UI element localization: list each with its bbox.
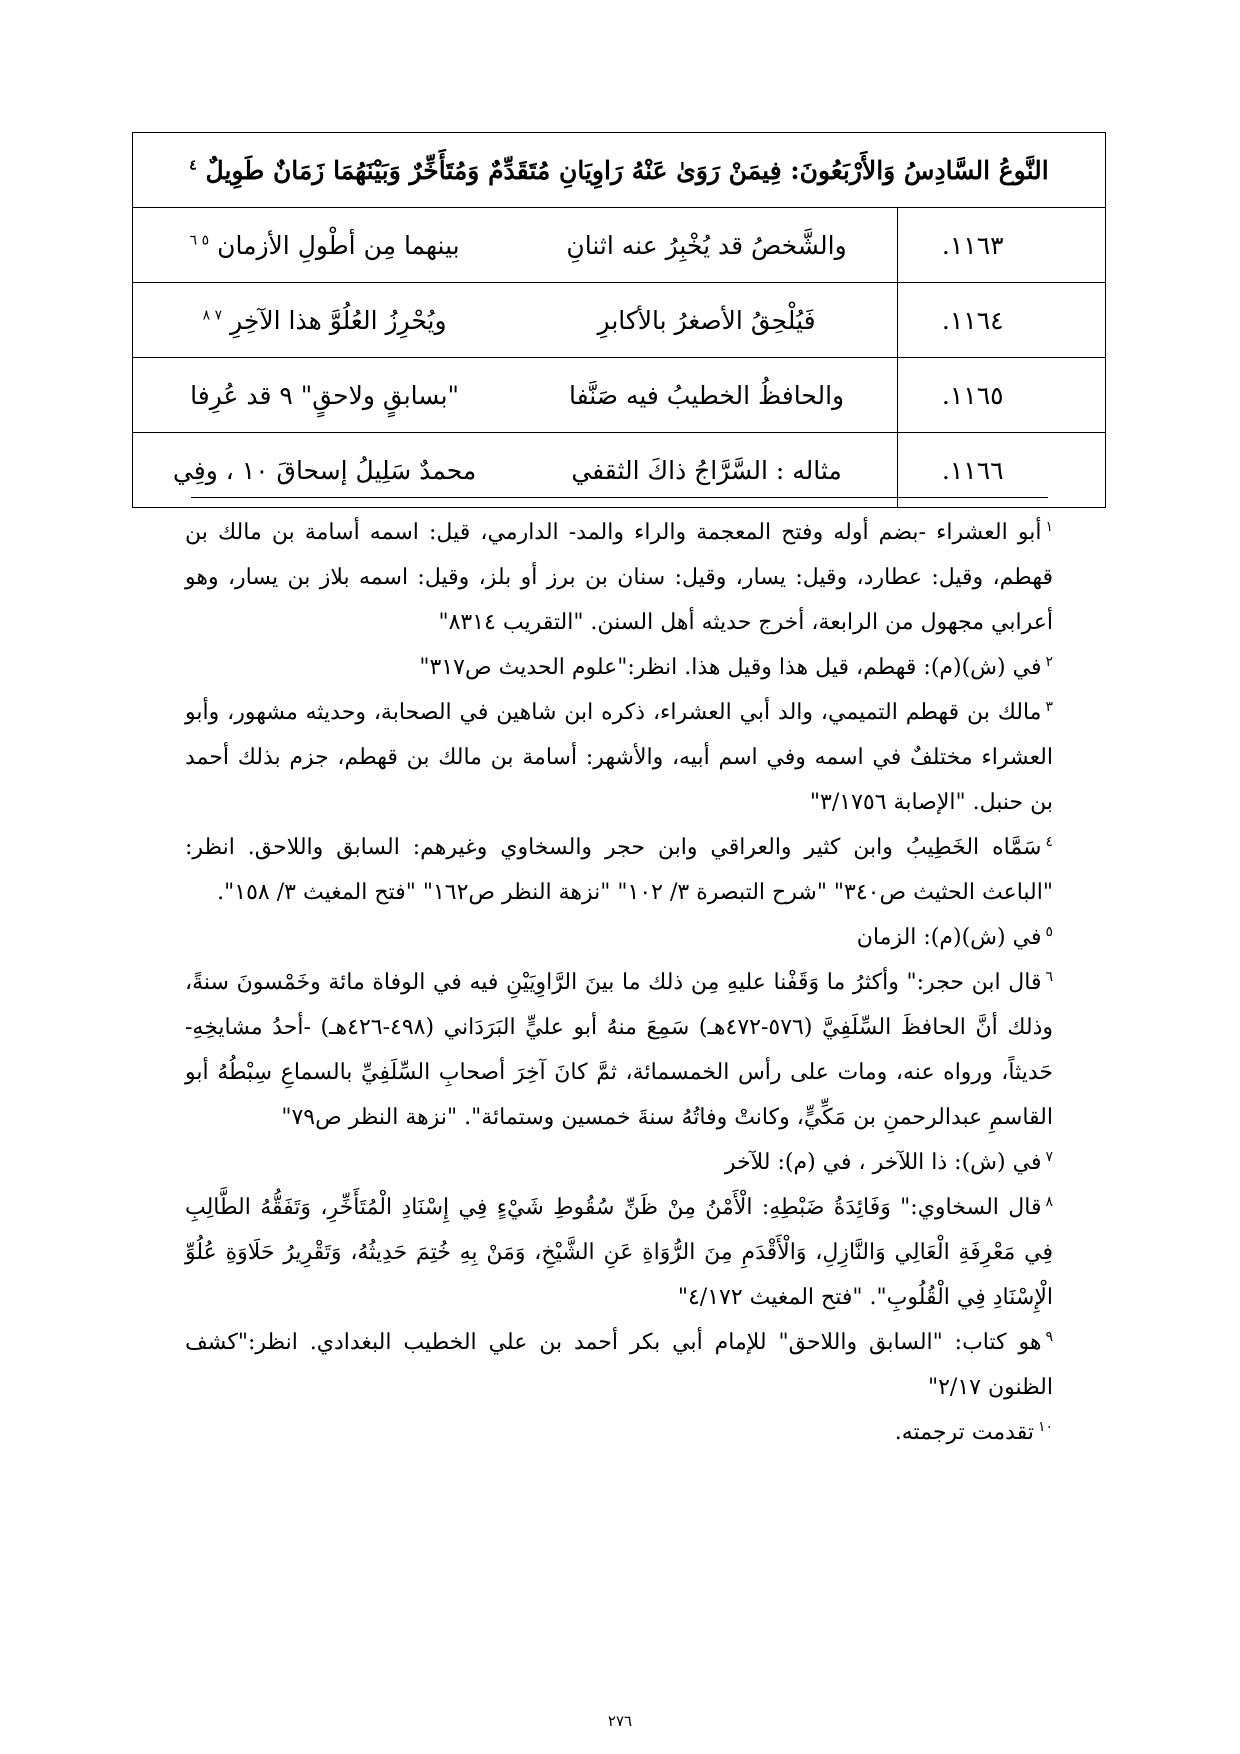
footnote-number: ٥ bbox=[1045, 923, 1053, 940]
footnote-number: ١٠ bbox=[1037, 1418, 1053, 1435]
verse-row bbox=[133, 358, 1106, 433]
footnote-text: في (ش)(م): الزمان bbox=[856, 925, 1042, 950]
footnote bbox=[185, 825, 1053, 915]
footnote bbox=[185, 1140, 1053, 1185]
verse-number: ١١٦٤. bbox=[897, 283, 1105, 358]
footnote-text: هو كتاب: "السابق واللاحق" للإمام أبي بكر أحمد بن علي الخطيب البغدادي. انظر:"كشف الظنون ٢/١٧" bbox=[185, 1330, 1053, 1400]
footnote-text: تقدمت ترجمته. bbox=[894, 1420, 1034, 1445]
verse-first-hemistich: مثاله : السَّرَّاجُ ذاكَ الثقفي bbox=[516, 433, 897, 508]
footnote-text: قال ابن حجر:" وأكثرُ ما وَقَفْنا عليهِ مِن ذلك ما بينَ الرَّاوِيَيْنِ فيه في الوفاة مائة وخَمْسونَ سنةً، وذلك أنَّ الحافظَ السِّلَفِيَّ (٥٧٦-٤٧٢هـ) سَمِعَ منهُ أبو عليٍّ البَرَدَاني (٤٩٨-٤٢٦هـ) -أحدُ مشايخِهِ- حَديثاً، ورواه عنه، ومات على رأس الخمسمائة، ثمَّ كانَ آخِرَ أصحابِ السِّلَفِيِّ بالسماعِ سِبْطُهُ أبو القاسمِ عبدالرحمنِ بن مَكِّيٍّ، وكانتْ وفاتُهُ سنةَ خمسين وستمائة". "نزهة النظر ص٧٩" bbox=[185, 970, 1053, 1130]
verse-notes: ٧ ٨ bbox=[202, 307, 223, 324]
footnote-text: أبو العشراء -بضم أوله وفتح المعجمة والراء والمد- الدارمي، قيل: اسمه أسامة بن مالك بن قهطم، وقيل: عطارد، وقيل: يسار، وقيل: سنان بن برز أو بلز، وقيل: اسمه بلاز بن يسار، وهو أعرابي مجهول من الرابعة، أخرج حديثه أهل السنن. "التقريب ٨٣١٤" bbox=[185, 520, 1053, 635]
verse-notes: ٥ ٦ bbox=[189, 232, 210, 249]
footnote-number: ٩ bbox=[1045, 1328, 1053, 1345]
footnote-text: مالك بن قهطم التميمي، والد أبي العشراء، ذكره ابن شاهين في الصحابة، وحديثه مشهور، وأبو العشراء مختلفٌ في اسمه وفي اسم أبيه، والأشهر: أسامة بن مالك بن قهطم، جزم بذلك أحمد بن حنبل. "الإصابة ٣/١٧٥٦" bbox=[185, 700, 1053, 815]
footnote-number: ٨ bbox=[1045, 1193, 1053, 1210]
verse-number: ١١٦٦. bbox=[897, 433, 1105, 508]
verse-number: ١١٦٣. bbox=[897, 208, 1105, 283]
footnote bbox=[185, 1320, 1053, 1410]
verse-second-hemistich: بينهما مِن أطْولِ الأزمان $^{٥ ٦}$ bbox=[133, 208, 517, 283]
footnote-number: ١ bbox=[1045, 518, 1053, 535]
chapter-heading-text: النَّوعُ السَّادِسُ وَالأَرْبَعُونَ: فِيمَنْ رَوَىٰ عَنْهُ رَاوِيَانِ مُتَقَدِّمٌ وَمُتَأَخِّرٌ وَبَيْنَهُمَا زَمَانٌ طَوِيلٌ bbox=[205, 155, 1049, 185]
footnote-number: ٣ bbox=[1045, 698, 1053, 715]
footnote-text: قال السخاوي:" وَفَائِدَةُ ضَبْطِهِ: الْأَمْنُ مِنْ ظَنِّ سُقُوطِ شَيْءٍ فِي إِسْنَادِ الْمُتَأَخِّرِ، وَتَفَقُّهُ الطَّالِبِ فِي مَعْرِفَةِ الْعَالِي وَالنَّازِلِ، وَالْأَقْدَمِ مِنَ الرُّوَاةِ عَنِ الشَّيْخِ، وَمَنْ بِهِ خُتِمَ حَدِيثُهُ، وَتَقْرِيرُ حَلَاوَةِ عُلُوِّ الْإِسْنَادِ فِي الْقُلُوبِ". "فتح المغيث ٤/١٧٢" bbox=[185, 1195, 1053, 1310]
footnote-number: ٤ bbox=[1045, 833, 1053, 850]
footnote-number: ٢ bbox=[1045, 653, 1053, 670]
chapter-heading-note: ٤ bbox=[189, 157, 197, 174]
table-header-row bbox=[133, 133, 1106, 208]
footnote bbox=[185, 1185, 1053, 1320]
footnote bbox=[185, 645, 1053, 690]
verse-first-hemistich: والشَّخصُ قد يُخْبِرُ عنه اثنانِ bbox=[516, 208, 897, 283]
chapter-heading bbox=[133, 133, 1106, 208]
footnote bbox=[185, 960, 1053, 1140]
footnote bbox=[185, 690, 1053, 825]
footnote-separator bbox=[191, 497, 1048, 498]
verse-second-hemistich: محمدٌ سَلِيلُ إسحاقَ ١٠ ، وفِي bbox=[133, 433, 517, 508]
footnote-number: ٧ bbox=[1045, 1148, 1053, 1165]
footnote-text: في (ش)(م): قهطم، قيل هذا وقيل هذا. انظر:"علوم الحديث ص٣١٧" bbox=[419, 655, 1042, 680]
page-number: ٢٧٦ bbox=[607, 1712, 633, 1730]
footnote-number: ٦ bbox=[1045, 968, 1053, 985]
verse-row bbox=[133, 283, 1106, 358]
footnote-text: في (ش): ذا اللآخر ، في (م): للآخر bbox=[724, 1150, 1042, 1175]
verse-second-hemistich: "بسابقٍ ولاحقٍ" ٩ قد عُرِفا bbox=[133, 358, 517, 433]
verse-table bbox=[132, 132, 1106, 508]
footnotes bbox=[185, 510, 1053, 1455]
footnote-text: سَمَّاه الخَطِيبُ وابن كثير والعراقي وابن حجر والسخاوي وغيرهم: السابق واللاحق. انظر: "الباعث الحثيث ص٣٤٠" "شرح التبصرة ٣/ ١٠٢" "نزهة النظر ص١٦٢" "فتح المغيث ٣/ ١٥٨". bbox=[185, 835, 1053, 905]
footnote bbox=[185, 1410, 1053, 1455]
footnote bbox=[185, 915, 1053, 960]
verse-first-hemistich: فَيُلْحِقُ الأصغرُ بالأكابرِ bbox=[516, 283, 897, 358]
verse-row bbox=[133, 208, 1106, 283]
verse-number: ١١٦٥. bbox=[897, 358, 1105, 433]
verse-second-hemistich: ويُحْرِزُ العُلُوَّ هذا الآخِرِ $^{٧ ٨}$ bbox=[133, 283, 517, 358]
verse-first-hemistich: والحافظُ الخطيبُ فيه صَنَّفا bbox=[516, 358, 897, 433]
footnote bbox=[185, 510, 1053, 645]
